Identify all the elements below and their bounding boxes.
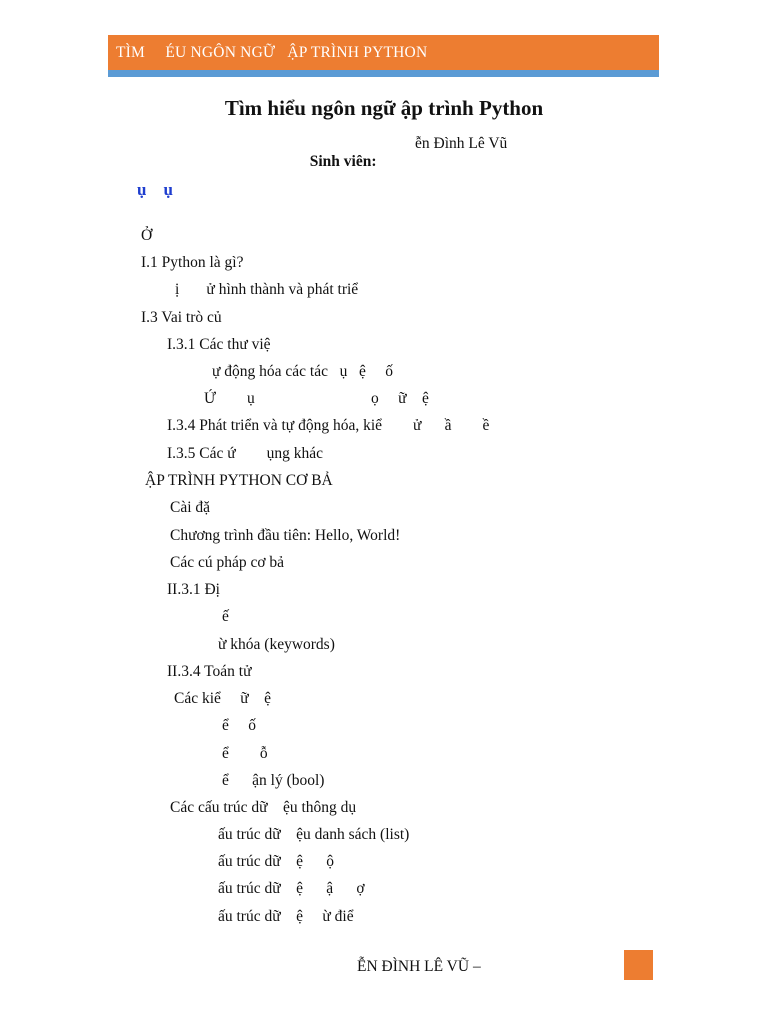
toc-item[interactable]: ấu trúc dữ ệ ậ ợ bbox=[218, 880, 365, 897]
document-title: Tìm hiểu ngôn ngữ ập trình Python bbox=[224, 96, 544, 120]
toc-item[interactable]: I.3 Vai trò củ bbox=[141, 309, 222, 326]
toc-item[interactable]: I.3.1 Các thư việ bbox=[167, 336, 271, 353]
toc-item[interactable]: ừ khóa (keywords) bbox=[218, 636, 335, 653]
header-rule bbox=[108, 70, 659, 77]
toc-item[interactable]: Cài đặ bbox=[170, 499, 211, 516]
toc-item[interactable]: Ở bbox=[141, 227, 153, 244]
toc-item[interactable]: ấu trúc dữ ệ ộ bbox=[218, 853, 335, 870]
toc-item[interactable]: ấu trúc dữ ệu danh sách (list) bbox=[218, 826, 410, 843]
running-footer: ỄN ĐÌNH LÊ VŨ – bbox=[357, 958, 481, 975]
toc-item[interactable]: ế bbox=[222, 608, 229, 625]
toc-item[interactable]: I.1 Python là gì? bbox=[141, 254, 244, 271]
toc-item[interactable]: Ứ ụ ọ ữ ệ bbox=[204, 390, 429, 407]
toc-item[interactable]: I.3.5 Các ứ ụng khác bbox=[167, 445, 324, 462]
page-number-box bbox=[624, 950, 653, 980]
toc-item[interactable]: ể ận lý (bool) bbox=[222, 772, 325, 789]
author-name: ễn Đình Lê Vũ bbox=[415, 135, 508, 152]
toc-item[interactable]: ấu trúc dữ ệ ừ điể bbox=[218, 908, 354, 925]
running-header-text: TÌM ÉU NGÔN NGỮ ẬP TRÌNH PYTHON bbox=[116, 44, 428, 61]
toc-item[interactable]: ể ố bbox=[222, 717, 257, 734]
toc-item[interactable]: Các cấu trúc dữ ệu thông dụ bbox=[170, 799, 357, 816]
toc-item[interactable]: Chương trình đầu tiên: Hello, World! bbox=[170, 527, 401, 544]
toc-item[interactable]: II.3.1 Đị bbox=[167, 581, 220, 598]
toc-item[interactable]: Các cú pháp cơ bả bbox=[170, 554, 285, 571]
toc-item[interactable]: II.3.4 Toán tử bbox=[167, 663, 252, 680]
running-header bbox=[108, 35, 659, 70]
toc-item[interactable]: ị ử hình thành và phát triể bbox=[175, 281, 359, 298]
toc-item[interactable]: Các kiể ữ ệ bbox=[174, 690, 272, 707]
author-label: Sinh viên: bbox=[309, 153, 377, 170]
toc-heading: ụ ụ bbox=[137, 180, 173, 199]
toc-item[interactable]: ự động hóa các tác ụ ệ ố bbox=[212, 363, 393, 380]
toc-item[interactable]: I.3.4 Phát triển và tự động hóa, kiể ử ầ ề bbox=[167, 417, 490, 434]
author-line bbox=[302, 135, 508, 189]
toc-item[interactable]: ẬP TRÌNH PYTHON CƠ BẢ bbox=[145, 472, 333, 489]
toc-item[interactable]: ể ỗ bbox=[222, 745, 268, 762]
